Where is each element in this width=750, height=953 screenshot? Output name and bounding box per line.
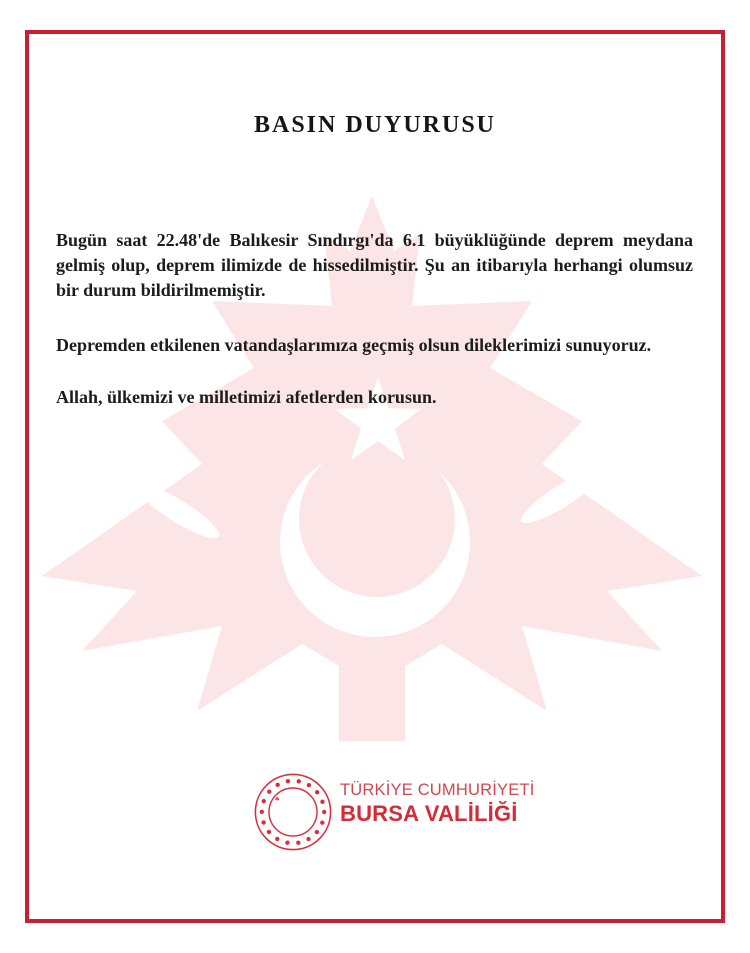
paragraph-line: bir durum bildirilmemiştir.	[56, 280, 266, 300]
paragraph-line: Depremden etkilenen vatandaşlarımıza geçmiş olsun dileklerimizi sunuyoruz.	[56, 335, 652, 355]
org-name-line1: TÜRKİYE CUMHURİYETİ	[340, 781, 535, 799]
press-title: BASIN DUYURUSU	[253, 112, 497, 138]
gov-emblem-icon	[253, 772, 333, 852]
org-name-block	[340, 772, 534, 852]
paragraph-2	[56, 333, 693, 358]
paragraph-line: Bugün saat 22.48'de Balıkesir Sındırgı'da 6.1 büyüklüğünde deprem meydana	[56, 230, 693, 250]
org-name-line2: BURSA VALİLİĞİ	[340, 801, 518, 826]
paragraph-line: gelmiş olup, deprem ilimizde de hissedilmiştir. Şu an itibarıyla herhangi olumsuz	[56, 255, 693, 275]
paragraph-1	[56, 228, 693, 303]
paragraph-3	[56, 385, 693, 410]
paragraph-line: Allah, ülkemizi ve milletimizi afetlerden korusun.	[56, 387, 437, 407]
government-logo	[253, 772, 534, 852]
